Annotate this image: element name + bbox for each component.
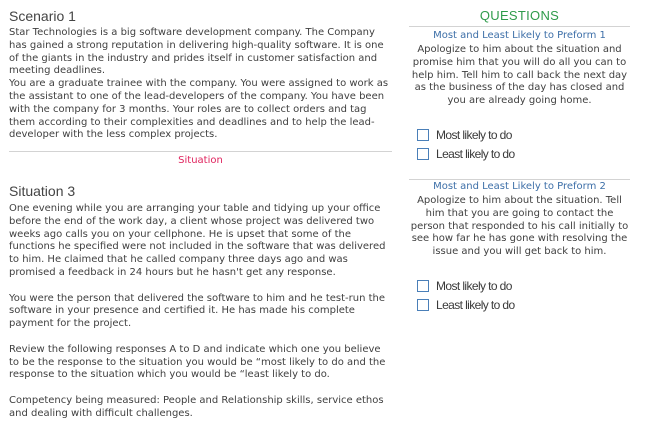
question-2-most-option[interactable] [417,279,512,293]
question-1-least-checkbox[interactable] [417,148,429,160]
question-2-most-checkbox[interactable] [417,280,429,292]
situation-body [9,203,392,421]
question-2-heading: Most and Least Likely to Preform 2 [433,181,606,192]
question-1-least-option[interactable] [417,147,515,161]
questions-title: QUESTIONS [479,8,560,23]
question-1-text: Apologize to him about the situation and promise him that you will do all you can to help him. Tell him to call back the next day as the business of the day has closed and you are already going home. [411,44,628,107]
question-2-least-checkbox[interactable] [417,299,429,311]
question-2-text: Apologize to him about the situation. Tell him that you are going to contact the person that responded to his call initially to see how far he has gone with resolving the issue and you will get back to him. [410,195,629,258]
question-1-most-option[interactable] [417,128,512,142]
scenario-title: Scenario 1 [9,8,76,24]
section-divider [9,151,392,152]
question-divider [409,179,630,180]
question-1-most-checkbox[interactable] [417,129,429,141]
situation-paragraph-4: Competency being measured: People and Relationship skills, service ethos and dealing with difficult challenges. [9,394,384,419]
question-2-least-option[interactable] [417,298,515,312]
situation-title: Situation 3 [9,183,76,199]
scenario-paragraph: Star Technologies is a big software development company. The Company has gained a strong reputation in delivering high-quality software. It is one of the giants in the industry and prides itself in customer satisfaction and meeting deadlines. You are a graduate trainee with the company. You were assigned to work as the assistant to one of the lead-developers of the company. You have been with the company for 3 months. Your roles are to collect orders and tag them according to their complexities and deadlines and to help the lead-developer with the less complex projects. [9,27,389,141]
question-1-most-label: Most likely to do [436,128,512,142]
situation-label: Situation [178,155,223,166]
question-2-most-label: Most likely to do [436,279,512,293]
question-2-least-label: Least likely to do [436,298,515,312]
questions-divider [409,26,630,27]
situation-paragraph-2: You were the person that delivered the software to him and he test-run the software in your presence and certified it. He has made his complete payment for the project. [9,292,386,330]
situation-paragraph-3: Review the following responses A to D and indicate which one you believe to be the response to the situation you would be “most likely to do and the response to the situation which you would be “least likely to do. [9,343,386,381]
question-1-least-label: Least likely to do [436,147,515,161]
situation-paragraph-1: One evening while you are arranging your table and tidying up your office before the end of the work day, a client whose project was delivered two weeks ago calls you on your cellphone. He is upset that some of the functions he specified were not included in the software that was delivered to him. He claimed that he called company three days ago and was promised a feedback in 24 hours but he hasn't get any response. [9,203,386,278]
question-1-heading: Most and Least Likely to Preform 1 [433,30,606,41]
